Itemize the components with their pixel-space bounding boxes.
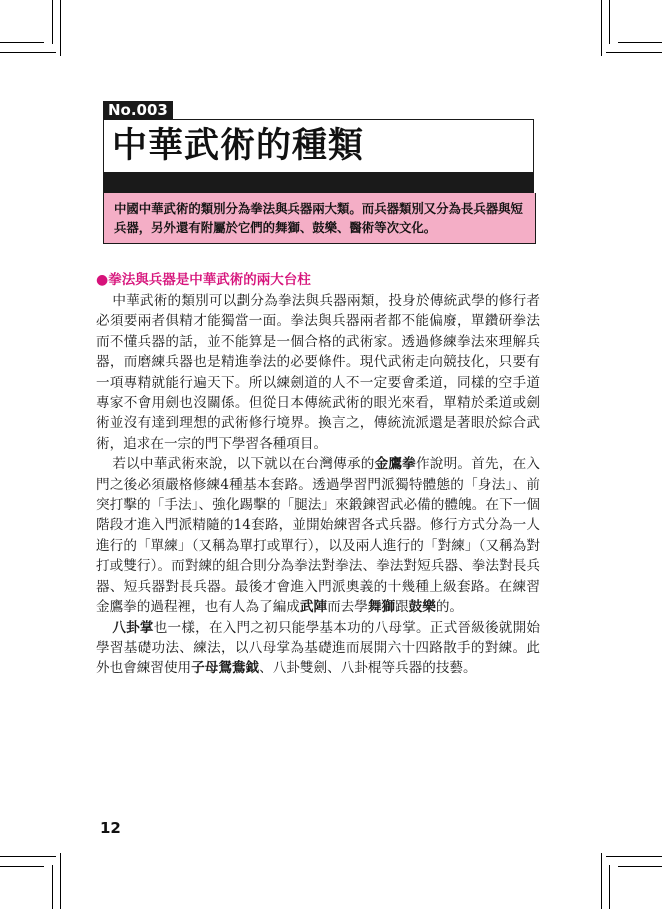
crop-mark — [601, 0, 602, 56]
crop-mark — [609, 865, 610, 909]
text-run: 、八卦雙劍、八卦棍等兵器的技藝。 — [259, 660, 477, 677]
crop-mark — [52, 865, 53, 909]
crop-mark — [609, 0, 610, 44]
body-section — [96, 270, 540, 679]
crop-mark — [618, 42, 662, 43]
bold-term: 金鷹拳 — [374, 456, 416, 473]
text-run: 若以中華武術來說，以下就以在台灣傳承的 — [112, 456, 375, 473]
bold-term: 八卦掌 — [112, 619, 154, 636]
crop-mark — [0, 52, 56, 53]
bullet-icon: ● — [96, 272, 109, 288]
text-run: 而去學 — [327, 599, 368, 616]
title-box — [103, 119, 534, 173]
entry-number-tag: No.003 — [103, 101, 173, 119]
crop-mark — [0, 866, 44, 867]
section-heading-text: 拳法與兵器是中華武術的兩大台柱 — [108, 272, 311, 288]
text-run: 也一樣，在入門之初只能學基本功的八母掌。正式晉級後就開始學習基礎功法、練法，以八母掌為基礎進而展開六十四路散手的對練。此外也會練習使用 — [96, 619, 541, 677]
bold-term: 舞獅 — [367, 599, 396, 616]
text-run: 的。 — [435, 599, 464, 616]
crop-mark — [0, 42, 44, 43]
crop-mark — [606, 52, 662, 53]
crop-mark — [606, 856, 662, 857]
crop-mark — [52, 0, 53, 44]
crop-mark — [60, 0, 61, 56]
bold-term: 鼓樂 — [408, 599, 436, 616]
text-run: 跟 — [395, 599, 409, 616]
crop-mark — [601, 853, 602, 909]
section-heading — [96, 270, 540, 290]
crop-mark — [618, 866, 662, 867]
page-number: 12 — [100, 819, 121, 837]
bold-term: 武陣 — [299, 599, 328, 616]
body-paragraph: 中華武術的類別可以劃分為拳法與兵器兩類，投身於傳統武學的修行者必須要兩者俱精才能獨當一面。拳法與兵器兩者都不能偏廢，單鑽研拳法而不懂兵器的話，並不能算是一個合格的武術家。透過修練拳法來理解兵器，而磨練兵器也是精進拳法的必要條件。現代武術走向競技化，只要有一項專精就能行遍天下。所以練劍道的人不一定要會柔道，同樣的空手道專家不會用劍也沒關係。但從日本傳統武術的眼光來看，單精於柔道或劍術並沒有達到理想的武術修行境界。換言之，傳統流派還是著眼於綜合武術，追求在一宗的門下學習各種項目。 — [96, 293, 540, 452]
summary-box: 中國中華武術的類別分為拳法與兵器兩大類。而兵器類別又分為長兵器與短兵器，另外還有附屬於它們的舞獅、鼓樂、醫術等次文化。 — [103, 193, 536, 244]
bold-term: 子母鴛鴦鉞 — [191, 660, 260, 677]
body-paragraph — [96, 454, 540, 617]
crop-mark — [60, 853, 61, 909]
text-run: 作說明。首先，在入門之後必須嚴格修練4種基本套路。透過學習門派獨特體態的「身法」、前突打擊的「手法」、強化踢擊的「腿法」來鍛鍊習武必備的體魄。在下一個階段才進入門派精隨的14套路，並開始練習各式兵器。修行方式分為一人進行的「單練」（又稱為單打或單行），以及兩人進行的「對練」（又稱為對打或雙行）。而對練的組合則分為拳法對拳法、拳法對短兵器、拳法對長兵器、短兵器對長兵器。最後才會進入門派奧義的十幾種上級套路。在練習金鷹拳的過程裡，也有人為了編成 — [96, 456, 541, 616]
title-divider-bar — [103, 172, 534, 193]
crop-mark — [0, 856, 56, 857]
body-paragraph — [96, 618, 540, 679]
page-title: 中華武術的種類 — [112, 126, 365, 166]
